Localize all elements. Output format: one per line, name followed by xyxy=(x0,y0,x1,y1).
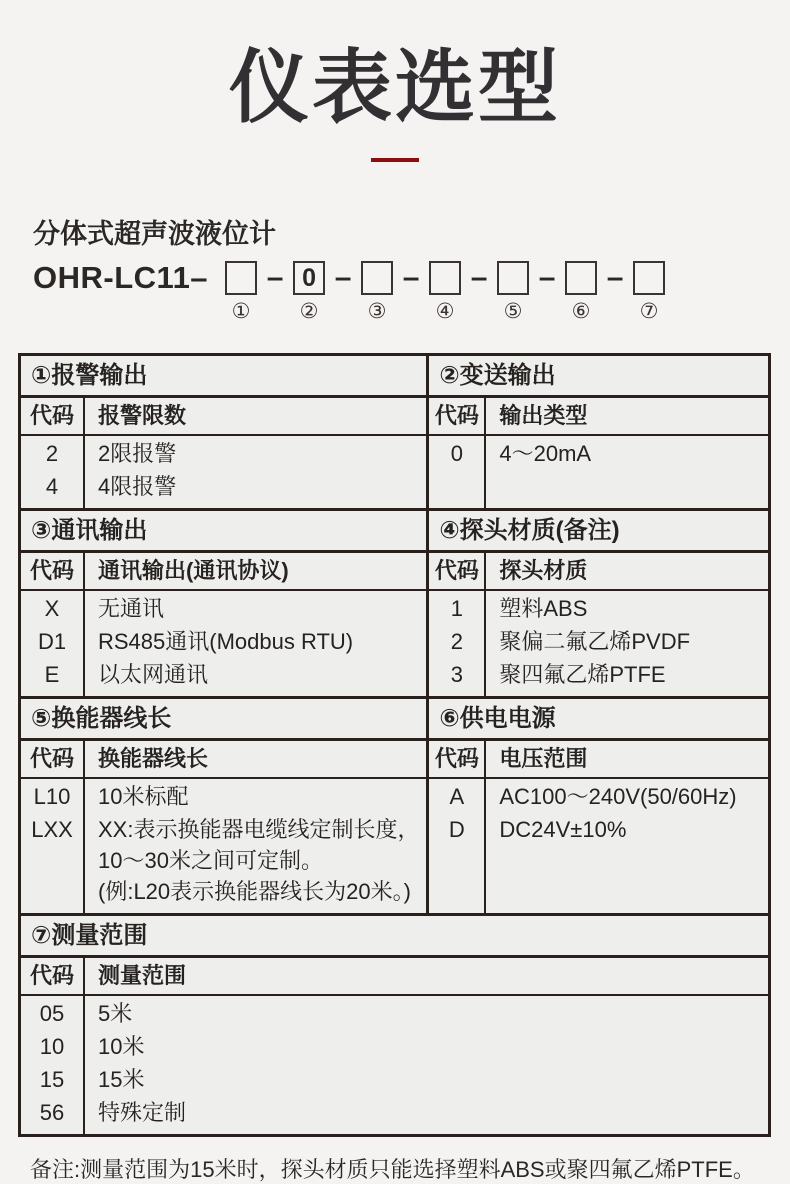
model-dash-separator: – xyxy=(266,261,284,294)
model-dash-separator: – xyxy=(538,261,556,294)
model-slot-index: ③ xyxy=(367,300,387,323)
model-code-box xyxy=(225,261,257,295)
code-column-header: 代码 xyxy=(21,398,85,436)
code-cell: 2 xyxy=(450,629,463,654)
code-cell: LXX xyxy=(31,817,73,842)
model-slot-index: ② xyxy=(299,300,319,323)
section-grid xyxy=(21,398,426,508)
code-column-header: 代码 xyxy=(429,741,486,779)
model-slot xyxy=(422,261,468,323)
model-slot-index: ⑥ xyxy=(571,300,591,323)
title-accent-line xyxy=(371,158,419,162)
desc-cell: 10～30米之间可定制。 xyxy=(98,848,323,873)
desc-column-header: 探头材质 xyxy=(486,553,768,591)
footnote: 备注:测量范围为15米时，探头材质只能选择塑料ABS或聚四氟乙烯PTFE。 xyxy=(30,1157,755,1182)
model-dash-separator: – xyxy=(470,261,488,294)
desc-cell: RS485通讯(Modbus RTU) xyxy=(98,629,354,654)
code-column-header: 代码 xyxy=(429,398,486,436)
code-column-header: 代码 xyxy=(429,553,486,591)
desc-cell: 特殊定制 xyxy=(98,1100,187,1125)
section-communication-output xyxy=(21,511,429,696)
code-cell: 15 xyxy=(39,1067,65,1092)
section-grid xyxy=(429,741,768,913)
desc-cell: 塑料ABS xyxy=(499,596,588,621)
section-transducer-cable-length xyxy=(21,699,429,913)
model-slot xyxy=(626,261,672,323)
model-dash-separator: – xyxy=(606,261,624,294)
model-code-box xyxy=(497,261,529,295)
model-slot xyxy=(218,261,264,323)
code-cell: 56 xyxy=(39,1100,65,1125)
section-grid xyxy=(21,741,426,913)
section-grid xyxy=(21,553,426,696)
desc-cell: 10米标配 xyxy=(98,784,189,809)
model-slot-index: ④ xyxy=(435,300,455,323)
code-cell: 10 xyxy=(39,1034,65,1059)
section-title: ⑤换能器线长 xyxy=(21,699,426,741)
section-title: ⑦测量范围 xyxy=(21,916,768,958)
model-code-line xyxy=(33,261,790,323)
model-dash-separator: – xyxy=(402,261,420,294)
section-title: ③通讯输出 xyxy=(21,511,426,553)
table-row xyxy=(21,696,768,913)
model-slot xyxy=(286,261,332,323)
section-grid xyxy=(429,398,768,508)
desc-cell: 聚四氟乙烯PTFE xyxy=(499,662,666,687)
section-grid xyxy=(429,553,768,696)
desc-cell: AC100～240V(50/60Hz) xyxy=(499,784,737,809)
desc-cell: 10米 xyxy=(98,1034,145,1059)
section-alarm-output xyxy=(21,356,429,508)
code-cell: 0 xyxy=(450,441,463,466)
desc-column-header: 输出类型 xyxy=(486,398,768,436)
selection-table xyxy=(18,353,771,1137)
section-grid xyxy=(21,958,768,1134)
model-code-box xyxy=(429,261,461,295)
table-row xyxy=(21,356,768,508)
code-cell: 4 xyxy=(45,474,59,499)
desc-cell: 2限报警 xyxy=(98,441,177,466)
code-cell: E xyxy=(44,662,60,687)
desc-column-header: 电压范围 xyxy=(486,741,768,779)
section-title: ⑥供电电源 xyxy=(429,699,768,741)
desc-column-header: 通讯输出(通讯协议) xyxy=(85,553,426,591)
desc-cell: (例:L20表示换能器线长为20米。) xyxy=(98,879,411,904)
model-slot xyxy=(558,261,604,323)
desc-cell: 聚偏二氟乙烯PVDF xyxy=(499,629,691,654)
model-prefix: OHR-LC11– xyxy=(33,260,209,295)
code-cell: 1 xyxy=(450,596,463,621)
code-cell: 05 xyxy=(39,1001,65,1026)
model-slot-index: ⑤ xyxy=(503,300,523,323)
desc-cell: XX:表示换能器电缆线定制长度， xyxy=(98,817,420,842)
code-cell: 2 xyxy=(45,441,59,466)
desc-cell: DC24V±10% xyxy=(499,817,627,842)
model-code-box xyxy=(565,261,597,295)
code-cell: A xyxy=(449,784,465,809)
desc-cell: 15米 xyxy=(98,1067,145,1092)
product-name: 分体式超声波液位计 xyxy=(33,219,276,249)
section-transmit-output xyxy=(429,356,768,508)
code-column-header: 代码 xyxy=(21,741,85,779)
code-column-header: 代码 xyxy=(21,553,85,591)
desc-column-header: 测量范围 xyxy=(85,958,768,996)
model-dash-separator: – xyxy=(334,261,352,294)
model-slot-index: ⑦ xyxy=(639,300,659,323)
page-title: 仪表选型 xyxy=(229,43,561,132)
model-code-box: 0 xyxy=(293,261,325,295)
desc-cell: 4限报警 xyxy=(98,474,177,499)
desc-cell: 5米 xyxy=(98,1001,133,1026)
model-slot-index: ① xyxy=(231,300,251,323)
section-title: ①报警输出 xyxy=(21,356,426,398)
model-code-box xyxy=(361,261,393,295)
code-cell: D1 xyxy=(37,629,67,654)
model-slot xyxy=(490,261,536,323)
table-row xyxy=(21,508,768,696)
model-code-box xyxy=(633,261,665,295)
code-cell: 3 xyxy=(450,662,463,687)
section-title: ④探头材质(备注) xyxy=(429,511,768,553)
desc-cell: 以太网通讯 xyxy=(98,662,209,687)
model-slot xyxy=(354,261,400,323)
desc-column-header: 换能器线长 xyxy=(85,741,426,779)
desc-cell: 4～20mA xyxy=(499,441,592,466)
desc-cell: 无通讯 xyxy=(98,596,165,621)
section-probe-material xyxy=(429,511,768,696)
section-title: ②变送输出 xyxy=(429,356,768,398)
code-cell: L10 xyxy=(33,784,71,809)
desc-column-header: 报警限数 xyxy=(85,398,426,436)
code-column-header: 代码 xyxy=(21,958,85,996)
code-cell: X xyxy=(44,596,60,621)
code-cell: D xyxy=(448,817,465,842)
section-measuring-range xyxy=(21,916,768,1134)
section-power-supply xyxy=(429,699,768,913)
table-row xyxy=(21,913,768,1134)
